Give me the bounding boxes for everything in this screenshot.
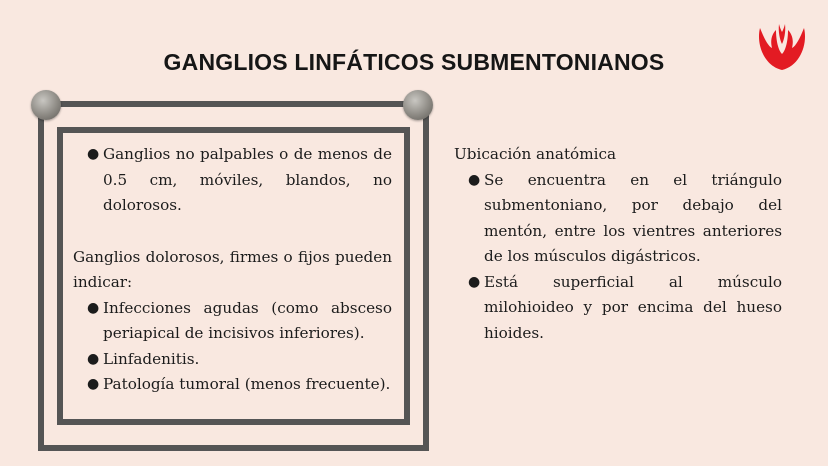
left-intro-text: Ganglios dolorosos, firmes o fijos pueden indicar: [73, 247, 392, 291]
slide-title: GANGLIOS LINFÁTICOS SUBMENTONIANOS [163, 49, 665, 75]
bullet-icon: ● [87, 299, 100, 316]
frame-knob-right [403, 90, 433, 120]
right-bullet-list [454, 168, 782, 347]
list-item-text: Está superficial al músculo milohioideo y por encima del hueso hioides. [484, 272, 782, 342]
list-item [454, 168, 782, 270]
list-item [73, 142, 392, 219]
list-item-text: Linfadenitis. [103, 349, 200, 368]
right-content [454, 142, 782, 346]
section-heading: Ubicación anatómica [454, 145, 617, 163]
list-item [73, 296, 392, 347]
bullet-icon: ● [87, 350, 100, 367]
list-item-text: Infecciones agudas (como absceso periapical de incisivos inferiores). [103, 298, 392, 342]
list-item-text: Patología tumoral (menos frecuente). [103, 375, 391, 393]
bullet-icon: ● [87, 376, 100, 392]
frame-knob-left [31, 90, 61, 120]
bullet-icon: ● [87, 146, 100, 162]
bullet-icon: ● [468, 171, 481, 188]
upc-logo-icon [754, 20, 810, 74]
list-item [73, 347, 392, 373]
left-bullet-list [73, 296, 392, 398]
bullet-icon: ● [468, 273, 481, 290]
list-item-text: Ganglios no palpables o de menos de 0.5 cm, móviles, blandos, no dolorosos. [103, 145, 392, 214]
list-item [73, 372, 392, 398]
list-item-text: Se encuentra en el triángulo submentoniano, por debajo del mentón, entre los vientres anteriores de los músculos digástricos. [484, 170, 782, 265]
left-top-list [73, 142, 392, 219]
left-box-content [73, 142, 392, 398]
list-item [454, 270, 782, 347]
